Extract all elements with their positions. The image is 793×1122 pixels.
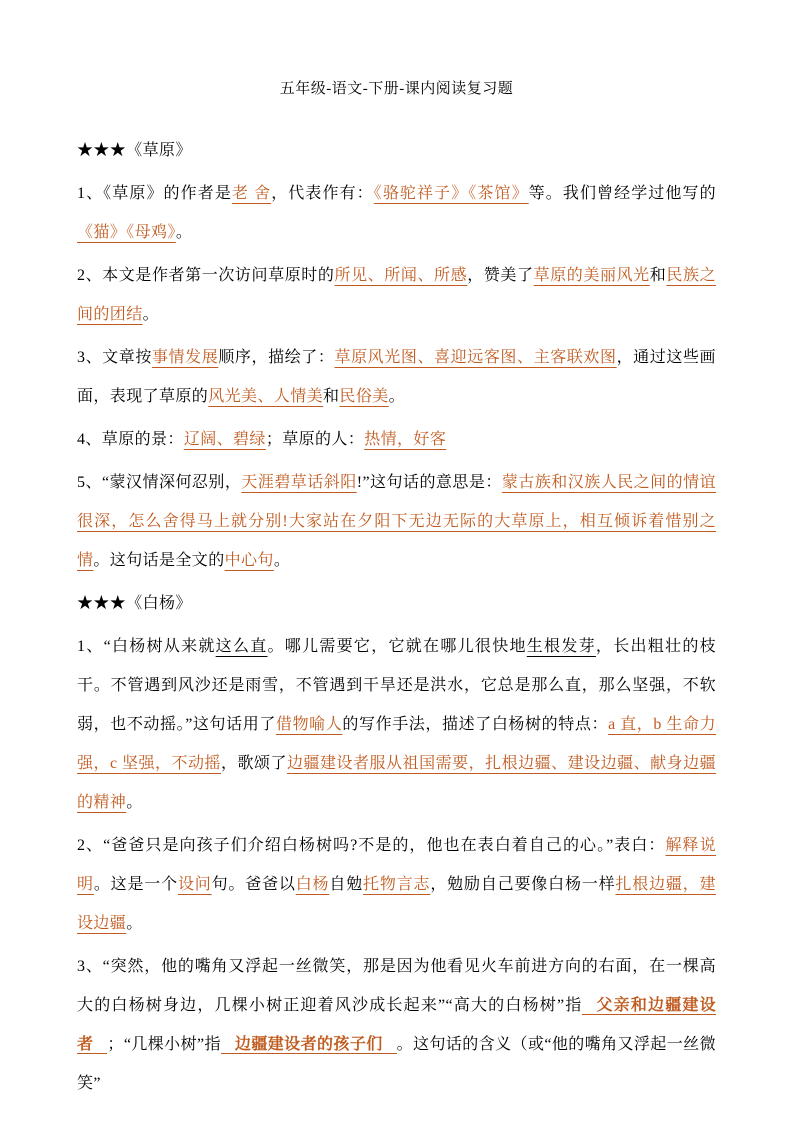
- answer-run: 白杨: [295, 876, 330, 893]
- text-run: 5、“蒙汉情深何忍别，: [77, 474, 242, 491]
- text-run: ，赞美了: [467, 267, 534, 284]
- text-run: 。这句话是全文的: [93, 552, 225, 569]
- text-run: 自勉: [329, 876, 364, 893]
- underlined-run: 这么直: [215, 638, 268, 655]
- answer-run: 设问: [177, 876, 212, 893]
- answer-run: 辽阔、碧绿: [183, 431, 266, 448]
- answer-blank-run: 父亲和边疆建设者: [77, 997, 716, 1053]
- answer-run: 解释说明: [77, 837, 717, 893]
- text-run: 和: [649, 267, 667, 284]
- answer-run: 草原风光图、喜迎远客图、主客联欢图: [334, 349, 617, 366]
- text-run: 。: [388, 388, 406, 405]
- text-run: 。: [142, 306, 160, 323]
- section-heading: [77, 584, 716, 623]
- section-heading: [77, 131, 716, 170]
- text-run: 3、文章按: [77, 349, 152, 366]
- text-run: ，歌颂了: [221, 755, 288, 772]
- paragraph: [77, 338, 716, 416]
- text-run: 。哪儿需要它，它就在哪儿很快地: [267, 638, 527, 655]
- answer-run: 蒙古族和汉族人民之间的情谊很深，怎么舍得马上就分别!大家站在夕阳下无边无际的大草原上，相互倾诉着惜别之情: [77, 474, 716, 569]
- text-run: 1、《草原》的作者是: [77, 185, 232, 202]
- paragraph: [77, 826, 716, 943]
- answer-run: 天涯碧草话斜阳: [241, 474, 357, 491]
- text-run: ★★★《草原》: [77, 142, 192, 159]
- text-run: ★★★《白杨》: [77, 595, 192, 612]
- text-run: 3、“突然，他的嘴角又浮起一丝微笑，那是因为他看见火车前进方向的右面，在一棵高大的白杨树身边，几棵小树正迎着风沙成长起来”“高大的白杨树”指: [77, 958, 716, 1014]
- answer-blank-run: 边疆建设者的孩子们: [221, 1036, 397, 1054]
- paragraph: [77, 420, 716, 459]
- answer-run: 托物言志: [363, 876, 431, 893]
- paragraph: [77, 256, 716, 334]
- text-run: 。: [175, 224, 193, 241]
- answer-run: a 直，b 生命力强，c 坚强，不动摇: [77, 716, 716, 772]
- answer-run: 借物喻人: [275, 716, 343, 733]
- text-run: 4、草原的景：: [77, 431, 184, 448]
- text-run: 。: [273, 552, 291, 569]
- text-run: 的写作手法，描述了白杨树的特点：: [342, 716, 609, 733]
- answer-run: 《猫》《母鸡》: [77, 224, 176, 241]
- paragraph: [77, 947, 716, 1103]
- text-run: 和: [323, 388, 340, 405]
- text-run: !”这句话的意思是：: [356, 474, 502, 491]
- answer-run: 扎根边疆，建设边疆: [77, 876, 716, 932]
- answer-run: 风光美、人情美: [208, 388, 324, 405]
- text-run: ；“几棵小树”指: [107, 1036, 221, 1053]
- answer-run: 中心句: [224, 552, 274, 569]
- text-run: 2、“爸爸只是向孩子们介绍白杨树吗?不是的，他也在表白着自己的心。”表白：: [77, 837, 666, 854]
- paragraph: [77, 174, 716, 252]
- text-run: 等。我们曾经学过他写的: [528, 185, 716, 202]
- text-run: ，代表作有：: [271, 185, 374, 202]
- text-run: 。: [126, 915, 143, 932]
- answer-run: 草原的美丽风光: [533, 267, 650, 284]
- text-run: 句。爸爸以: [211, 876, 296, 893]
- paragraph: [77, 627, 716, 822]
- text-run: 顺序，描绘了：: [218, 349, 335, 366]
- answer-run: 民俗美: [339, 388, 389, 405]
- answer-run: 所见、所闻、所感: [334, 267, 468, 284]
- answer-run: 《骆驼祥子》《茶馆》: [373, 185, 529, 202]
- text-run: ，勉励自己要像白杨一样: [430, 876, 616, 893]
- answer-run: 民族之间的团结: [77, 267, 716, 323]
- text-run: 2、本文是作者第一次访问草原时的: [77, 267, 335, 284]
- answer-run: 事情发展: [151, 349, 219, 366]
- text-run: 。这是一个: [93, 876, 178, 893]
- document-body: [77, 131, 716, 1103]
- text-run: ，通过这些画面，表现了草原的: [77, 349, 716, 405]
- document-title: 五年级-语文-下册-课内阅读复习题: [279, 81, 514, 97]
- answer-run: 老 舍: [231, 185, 272, 202]
- underlined-run: 生根发芽: [526, 638, 596, 655]
- answer-run: 热情，好客: [364, 431, 447, 448]
- text-run: 。: [126, 794, 143, 811]
- paragraph: [77, 463, 716, 580]
- answer-run: 边疆建设者服从祖国需要，扎根边疆、建设边疆、献身边疆的精神: [77, 755, 716, 811]
- text-run: 。这句话的含义（或“他的嘴角又浮起一丝微笑”: [77, 1036, 716, 1092]
- text-run: 1、“白杨树从来就: [77, 638, 216, 655]
- text-run: ；草原的人：: [265, 431, 365, 448]
- text-run: ，长出粗壮的枝干。不管遇到风沙还是雨雪，不管遇到干旱还是洪水，它总是那么直，那么坚强，不软弱，也不动摇。”这句话用了: [77, 638, 717, 733]
